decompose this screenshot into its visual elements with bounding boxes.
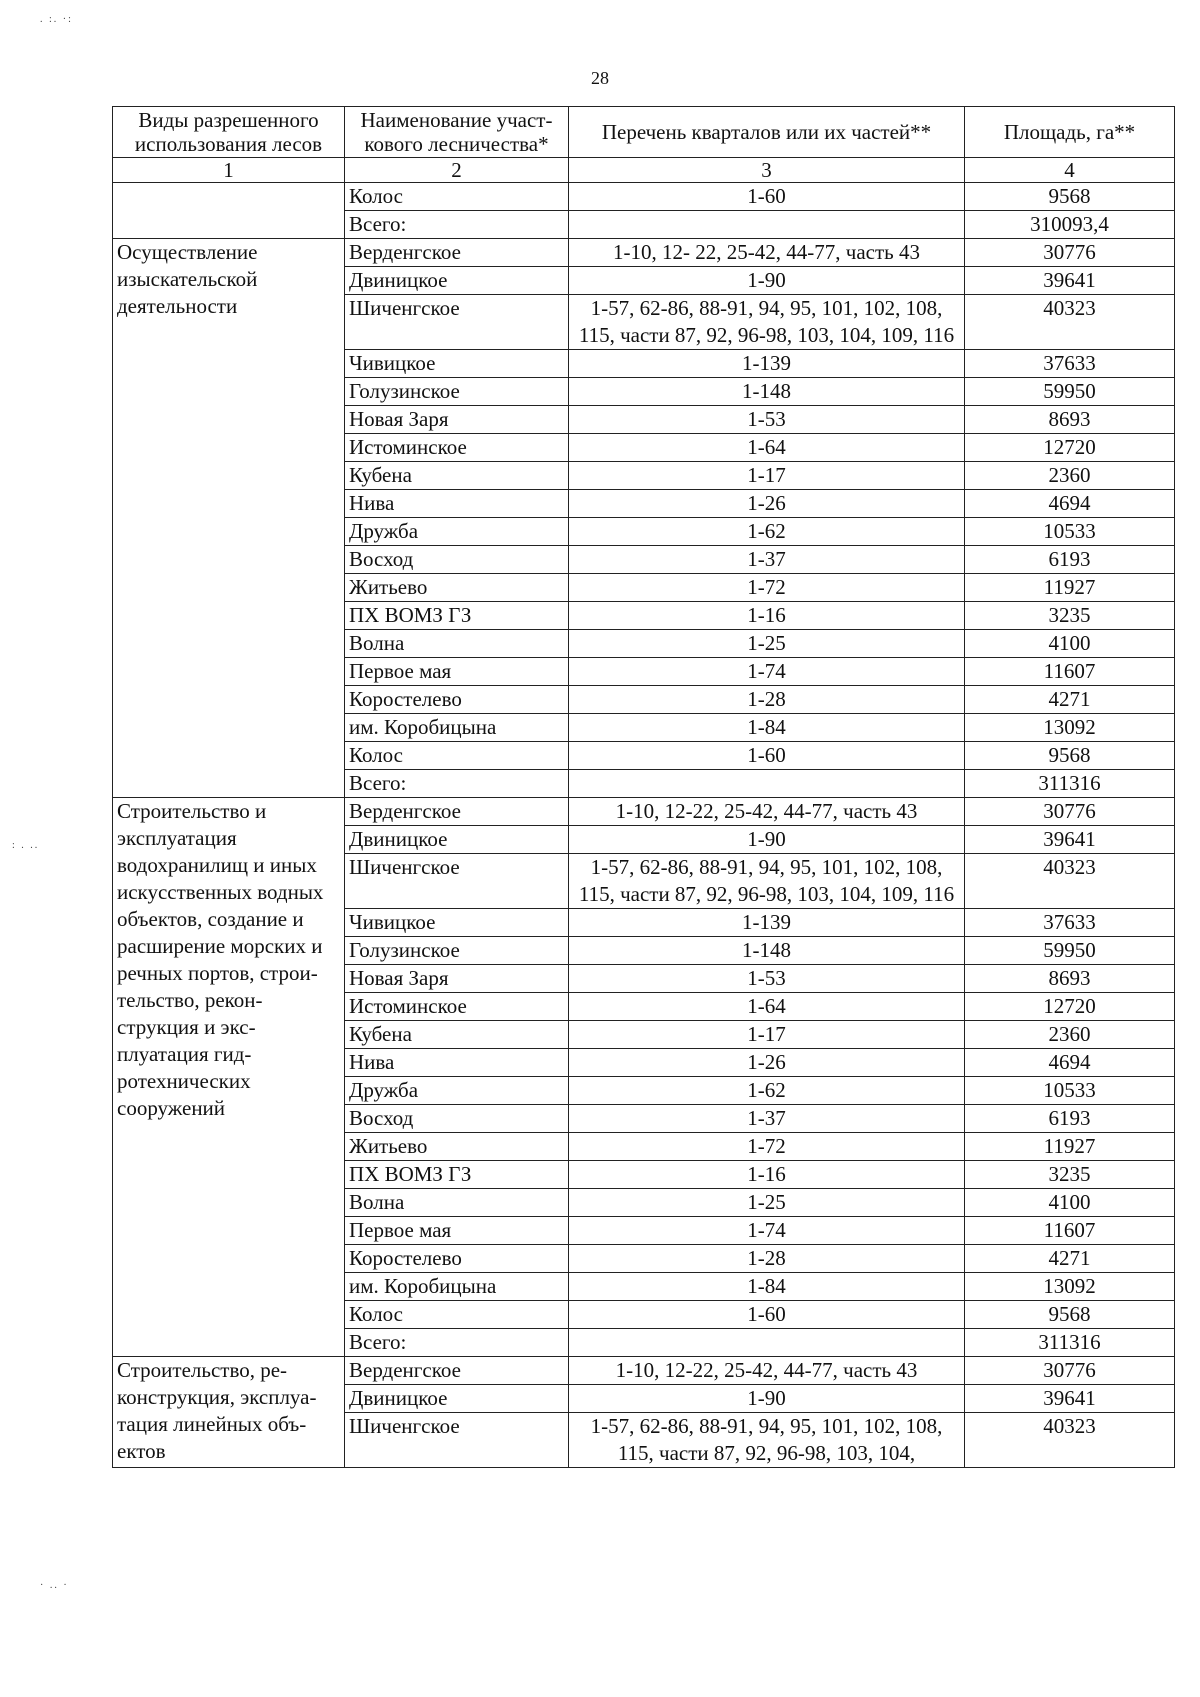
quarters-cell: 1-60	[569, 742, 965, 770]
forestry-name-cell: Дружба	[345, 1077, 569, 1105]
forestry-name-cell: Житьево	[345, 574, 569, 602]
area-cell: 40323	[965, 295, 1175, 350]
forestry-name-cell: Нива	[345, 1049, 569, 1077]
forestry-name-cell: Нива	[345, 490, 569, 518]
area-cell: 10533	[965, 518, 1175, 546]
column-number: 3	[569, 158, 965, 183]
scan-speckle: . :. ·:	[40, 14, 73, 25]
area-cell: 6193	[965, 546, 1175, 574]
forestry-name-cell: Дружба	[345, 518, 569, 546]
area-cell: 39641	[965, 267, 1175, 295]
quarters-cell: 1-16	[569, 1161, 965, 1189]
quarters-cell: 1-26	[569, 1049, 965, 1077]
quarters-cell: 1-17	[569, 1021, 965, 1049]
forestry-name-cell: Кубена	[345, 1021, 569, 1049]
area-cell: 13092	[965, 1273, 1175, 1301]
area-cell: 6193	[965, 1105, 1175, 1133]
quarters-cell: 1-17	[569, 462, 965, 490]
quarters-cell: 1-37	[569, 1105, 965, 1133]
area-cell: 11927	[965, 574, 1175, 602]
table-row	[113, 183, 1175, 211]
area-cell: 11927	[965, 1133, 1175, 1161]
quarters-cell	[569, 1329, 965, 1357]
forestry-name-cell: Коростелево	[345, 1245, 569, 1273]
scan-speckle: · .. ·	[40, 1580, 69, 1591]
forestry-name-cell: Чивицкое	[345, 350, 569, 378]
forestry-name-cell: Шиченгское	[345, 1413, 569, 1468]
quarters-cell: 1-10, 12-22, 25-42, 44-77, часть 43	[569, 1357, 965, 1385]
quarters-cell: 1-90	[569, 267, 965, 295]
forestry-name-cell: Первое мая	[345, 1217, 569, 1245]
header-quarters: Перечень кварталов или их частей**	[569, 107, 965, 158]
forestry-name-cell: Двиницкое	[345, 1385, 569, 1413]
forestry-name-cell: Колос	[345, 183, 569, 211]
forestry-name-cell: Житьево	[345, 1133, 569, 1161]
forestry-name-cell: Голузинское	[345, 378, 569, 406]
forestry-name-cell: Всего:	[345, 211, 569, 239]
table-body	[113, 183, 1175, 1468]
quarters-cell: 1-57, 62-86, 88-91, 94, 95, 101, 102, 108, 115, части 87, 92, 96-98, 103, 104, 109, 116	[569, 854, 965, 909]
quarters-cell: 1-90	[569, 826, 965, 854]
forestry-name-cell: ПХ ВОМЗ ГЗ	[345, 602, 569, 630]
forestry-name-cell: им. Коробицына	[345, 1273, 569, 1301]
area-cell: 39641	[965, 826, 1175, 854]
quarters-cell: 1-60	[569, 1301, 965, 1329]
forestry-name-cell: Волна	[345, 630, 569, 658]
quarters-cell: 1-25	[569, 1189, 965, 1217]
forestry-name-cell: Истоминское	[345, 434, 569, 462]
area-cell: 9568	[965, 183, 1175, 211]
forestry-name-cell: Чивицкое	[345, 909, 569, 937]
quarters-cell: 1-62	[569, 1077, 965, 1105]
table-header-row	[113, 107, 1175, 158]
quarters-cell: 1-53	[569, 965, 965, 993]
quarters-cell: 1-25	[569, 630, 965, 658]
area-cell: 30776	[965, 798, 1175, 826]
forestry-name-cell: Верденгское	[345, 1357, 569, 1385]
area-cell: 4694	[965, 1049, 1175, 1077]
quarters-cell	[569, 211, 965, 239]
quarters-cell: 1-37	[569, 546, 965, 574]
page-number: 28	[591, 68, 609, 88]
table-row	[113, 239, 1175, 267]
forestry-name-cell: Восход	[345, 1105, 569, 1133]
area-cell: 40323	[965, 854, 1175, 909]
forestry-name-cell: Восход	[345, 546, 569, 574]
area-cell: 311316	[965, 1329, 1175, 1357]
area-cell: 40323	[965, 1413, 1175, 1468]
forestry-name-cell: Двиницкое	[345, 826, 569, 854]
quarters-cell: 1-28	[569, 1245, 965, 1273]
quarters-cell: 1-139	[569, 350, 965, 378]
area-cell: 11607	[965, 658, 1175, 686]
area-cell: 310093,4	[965, 211, 1175, 239]
forestry-name-cell: Двиницкое	[345, 267, 569, 295]
quarters-cell: 1-90	[569, 1385, 965, 1413]
quarters-cell: 1-64	[569, 993, 965, 1021]
area-cell: 4100	[965, 1189, 1175, 1217]
forestry-name-cell: Истоминское	[345, 993, 569, 1021]
forestry-name-cell: Голузинское	[345, 937, 569, 965]
quarters-cell: 1-148	[569, 378, 965, 406]
forestry-name-cell: им. Коробицына	[345, 714, 569, 742]
area-cell: 37633	[965, 350, 1175, 378]
quarters-cell	[569, 770, 965, 798]
area-cell: 59950	[965, 378, 1175, 406]
forestry-name-cell: Коростелево	[345, 686, 569, 714]
area-cell: 3235	[965, 602, 1175, 630]
quarters-cell: 1-74	[569, 1217, 965, 1245]
area-cell: 2360	[965, 462, 1175, 490]
column-number: 1	[113, 158, 345, 183]
forestry-name-cell: Верденгское	[345, 798, 569, 826]
area-cell: 13092	[965, 714, 1175, 742]
area-cell: 11607	[965, 1217, 1175, 1245]
area-cell: 12720	[965, 434, 1175, 462]
use-type-cell: Осуществление изыскательской деятельности	[113, 239, 345, 798]
column-number: 4	[965, 158, 1175, 183]
forest-use-table	[112, 106, 1175, 1468]
area-cell: 9568	[965, 1301, 1175, 1329]
use-type-cell: Строительство, ре-конструкция, эксплуа-тация линейных объ-ектов	[113, 1357, 345, 1468]
area-cell: 37633	[965, 909, 1175, 937]
quarters-cell: 1-10, 12- 22, 25-42, 44-77, часть 43	[569, 239, 965, 267]
area-cell: 8693	[965, 965, 1175, 993]
area-cell: 311316	[965, 770, 1175, 798]
area-cell: 2360	[965, 1021, 1175, 1049]
quarters-cell: 1-84	[569, 1273, 965, 1301]
quarters-cell: 1-72	[569, 1133, 965, 1161]
area-cell: 30776	[965, 1357, 1175, 1385]
forestry-name-cell: Первое мая	[345, 658, 569, 686]
area-cell: 4100	[965, 630, 1175, 658]
area-cell: 59950	[965, 937, 1175, 965]
table-row	[113, 798, 1175, 826]
quarters-cell: 1-72	[569, 574, 965, 602]
quarters-cell: 1-26	[569, 490, 965, 518]
quarters-cell: 1-148	[569, 937, 965, 965]
area-cell: 4271	[965, 1245, 1175, 1273]
forestry-name-cell: Новая Заря	[345, 406, 569, 434]
use-type-cell: Строительство и эксплуатация водохранилищ и иных искусственных водных объектов, создание и расширение морских и речных портов, строи-тельство, рекон-струкция и экс-плуатация гид-ротехнических сооружений	[113, 798, 345, 1357]
quarters-cell: 1-84	[569, 714, 965, 742]
header-use-type: Виды разрешенного использования лесов	[113, 107, 345, 158]
area-cell: 4694	[965, 490, 1175, 518]
forestry-name-cell: Всего:	[345, 770, 569, 798]
forestry-name-cell: Шиченгское	[345, 295, 569, 350]
area-cell: 8693	[965, 406, 1175, 434]
header-forestry-name: Наименование участ-кового лесничества*	[345, 107, 569, 158]
area-cell: 4271	[965, 686, 1175, 714]
area-cell: 12720	[965, 993, 1175, 1021]
forestry-name-cell: Колос	[345, 1301, 569, 1329]
quarters-cell: 1-64	[569, 434, 965, 462]
scan-speckle: : . ..	[12, 840, 40, 851]
quarters-cell: 1-53	[569, 406, 965, 434]
header-area: Площадь, га**	[965, 107, 1175, 158]
area-cell: 30776	[965, 239, 1175, 267]
quarters-cell: 1-57, 62-86, 88-91, 94, 95, 101, 102, 108, 115, части 87, 92, 96-98, 103, 104, 109, 116	[569, 295, 965, 350]
quarters-cell: 1-60	[569, 183, 965, 211]
area-cell: 39641	[965, 1385, 1175, 1413]
quarters-cell: 1-10, 12-22, 25-42, 44-77, часть 43	[569, 798, 965, 826]
forestry-name-cell: Колос	[345, 742, 569, 770]
forestry-name-cell: Всего:	[345, 1329, 569, 1357]
column-number-row	[113, 158, 1175, 183]
table-row	[113, 1357, 1175, 1385]
forestry-name-cell: Шиченгское	[345, 854, 569, 909]
area-cell: 10533	[965, 1077, 1175, 1105]
quarters-cell: 1-62	[569, 518, 965, 546]
forestry-name-cell: ПХ ВОМЗ ГЗ	[345, 1161, 569, 1189]
use-type-cell	[113, 183, 345, 239]
quarters-cell: 1-28	[569, 686, 965, 714]
quarters-cell: 1-16	[569, 602, 965, 630]
area-cell: 3235	[965, 1161, 1175, 1189]
quarters-cell: 1-74	[569, 658, 965, 686]
forestry-name-cell: Кубена	[345, 462, 569, 490]
area-cell: 9568	[965, 742, 1175, 770]
forestry-name-cell: Верденгское	[345, 239, 569, 267]
quarters-cell: 1-57, 62-86, 88-91, 94, 95, 101, 102, 108, 115, части 87, 92, 96-98, 103, 104,	[569, 1413, 965, 1468]
forestry-name-cell: Новая Заря	[345, 965, 569, 993]
column-number: 2	[345, 158, 569, 183]
forestry-name-cell: Волна	[345, 1189, 569, 1217]
quarters-cell: 1-139	[569, 909, 965, 937]
